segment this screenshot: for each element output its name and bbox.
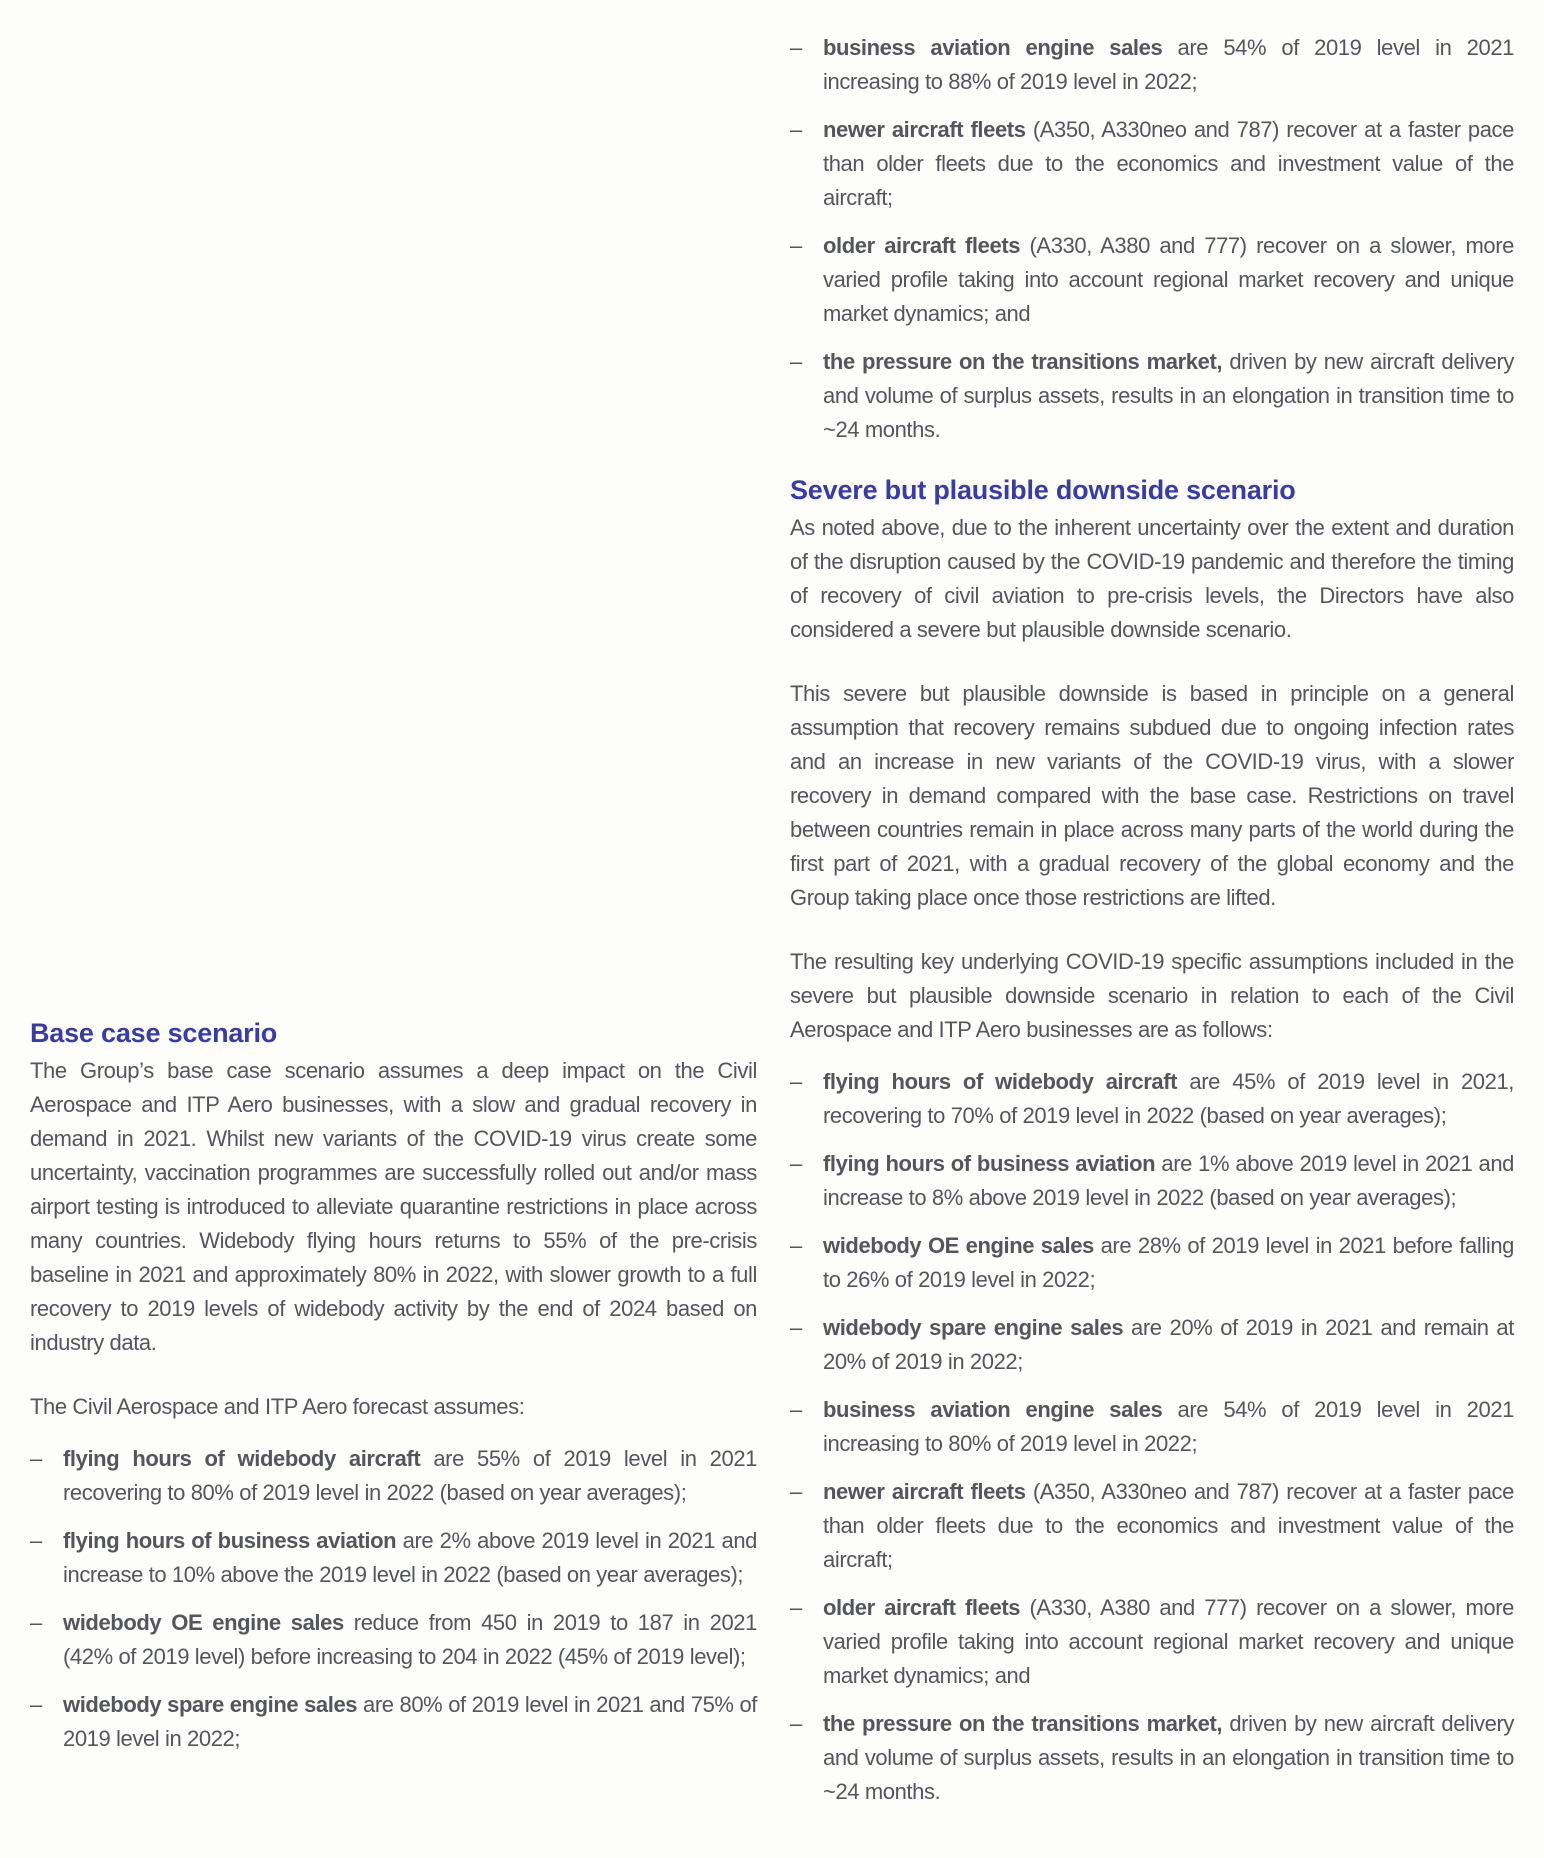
bullet-item (790, 1311, 1514, 1379)
bullet-rest: (A350, A330neo and 787) recover at a faster pace than older fleets due to the economics and investment value of the aircraft; (823, 117, 1514, 210)
bullet-text (823, 1707, 1514, 1809)
dash-bullet-icon: – (790, 1151, 802, 1176)
bullet-text (823, 229, 1514, 331)
severe-downside-bullet-list (790, 1065, 1514, 1809)
bullet-item (790, 229, 1514, 331)
bullet-rest: (A330, A380 and 777) recover on a slower, more varied profile taking into account regional market recovery and unique market dynamics; and (823, 1595, 1515, 1688)
bullet-item (790, 345, 1514, 447)
bullet-lead-bold: older aircraft fleets (823, 233, 1021, 258)
bullet-lead-bold: widebody spare engine sales (63, 1692, 358, 1717)
bullet-text (823, 1147, 1514, 1215)
bullet-rest: are 54% of 2019 level in 2021 increasing to 80% of 2019 level in 2022; (823, 1397, 1515, 1456)
dash-bullet-icon: – (790, 1595, 802, 1620)
bullet-text (823, 345, 1514, 447)
left-column (30, 0, 757, 1756)
dash-bullet-icon: – (790, 1479, 802, 1504)
severe-downside-paragraph-3: The resulting key underlying COVID-19 specific assumptions included in the severe but plausible downside scenario in relation to each of the Civil Aerospace and ITP Aero businesses are as follows: (790, 949, 1514, 1042)
bullet-rest: driven by new aircraft delivery and volume of surplus assets, results in an elongation in transition time to ~24 months. (823, 349, 1514, 442)
base-case-scenario-heading: Base case scenario (30, 1018, 278, 1048)
bullet-rest: are 45% of 2019 level in 2021, recovering to 70% of 2019 level in 2022 (based on year averages); (823, 1069, 1514, 1128)
bullet-lead-bold: flying hours of business aviation (823, 1151, 1156, 1176)
bullet-item (790, 1229, 1514, 1297)
forecast-assumes-lead: The Civil Aerospace and ITP Aero forecast assumes: (30, 1394, 525, 1419)
severe-downside-scenario-heading: Severe but plausible downside scenario (790, 475, 1296, 505)
bullet-text (823, 1311, 1514, 1379)
dash-bullet-icon: – (30, 1692, 42, 1717)
dash-bullet-icon: – (790, 117, 802, 142)
bullet-item (30, 1688, 757, 1756)
bullet-text (823, 1229, 1514, 1297)
bullet-lead-bold: flying hours of widebody aircraft (63, 1446, 421, 1471)
bullet-item (790, 31, 1514, 99)
bullet-item (790, 1393, 1514, 1461)
bullet-rest: are 80% of 2019 level in 2021 and 75% of 2019 level in 2022; (63, 1692, 757, 1751)
bullet-rest: (A350, A330neo and 787) recover at a faster pace than older fleets due to the economics and investment value of the aircraft; (823, 1479, 1514, 1572)
bullet-item (30, 1524, 757, 1592)
dash-bullet-icon: – (790, 1711, 802, 1736)
bullet-text (823, 1475, 1514, 1577)
bullet-rest: driven by new aircraft delivery and volume of surplus assets, results in an elongation in transition time to ~24 months. (823, 1711, 1514, 1804)
dash-bullet-icon: – (790, 349, 802, 374)
bullet-text (63, 1688, 757, 1756)
bullet-item (790, 1591, 1514, 1693)
bullet-lead-bold: flying hours of widebody aircraft (823, 1069, 1178, 1094)
bullet-rest: are 55% of 2019 level in 2021 recovering to 80% of 2019 level in 2022 (based on year averages); (63, 1446, 757, 1505)
bullet-text (63, 1442, 757, 1510)
base-case-carryover-bullet-list (790, 31, 1514, 447)
bullet-item (30, 1442, 757, 1510)
bullet-rest: are 2% above 2019 level in 2021 and increase to 10% above the 2019 level in 2022 (based on year averages); (63, 1528, 757, 1587)
bullet-item (790, 1147, 1514, 1215)
bullet-lead-bold: widebody OE engine sales (63, 1610, 344, 1635)
dash-bullet-icon: – (790, 35, 802, 60)
bullet-lead-bold: business aviation engine sales (823, 35, 1163, 60)
bullet-text (63, 1524, 757, 1592)
dash-bullet-icon: – (30, 1446, 42, 1471)
bullet-rest: are 54% of 2019 level in 2021 increasing to 88% of 2019 level in 2022; (823, 35, 1515, 94)
bullet-lead-bold: business aviation engine sales (823, 1397, 1163, 1422)
bullet-text (823, 113, 1514, 215)
bullet-lead-bold: the pressure on the transitions market, (823, 349, 1223, 374)
bullet-lead-bold: newer aircraft fleets (823, 1479, 1026, 1504)
bullet-text (63, 1606, 757, 1674)
bullet-text (823, 31, 1514, 99)
dash-bullet-icon: – (790, 1397, 802, 1422)
dash-bullet-icon: – (790, 1069, 802, 1094)
bullet-rest: reduce from 450 in 2019 to 187 in 2021 (42% of 2019 level) before increasing to 204 in 2022 (45% of 2019 level); (63, 1610, 757, 1669)
bullet-lead-bold: older aircraft fleets (823, 1595, 1021, 1620)
bullet-lead-bold: newer aircraft fleets (823, 117, 1026, 142)
bullet-rest: are 28% of 2019 level in 2021 before falling to 26% of 2019 level in 2022; (823, 1233, 1514, 1292)
bullet-rest: are 20% of 2019 in 2021 and remain at 20% of 2019 in 2022; (823, 1315, 1514, 1374)
bullet-text (823, 1393, 1514, 1461)
bullet-item (790, 1065, 1514, 1133)
bullet-rest: are 1% above 2019 level in 2021 and increase to 8% above 2019 level in 2022 (based on year averages); (823, 1151, 1514, 1210)
right-column (790, 0, 1514, 1809)
bullet-item (790, 1475, 1514, 1577)
bullet-lead-bold: widebody OE engine sales (823, 1233, 1094, 1258)
bullet-lead-bold: the pressure on the transitions market, (823, 1711, 1223, 1736)
bullet-text (823, 1591, 1514, 1693)
bullet-item (30, 1606, 757, 1674)
dash-bullet-icon: – (790, 1233, 802, 1258)
dash-bullet-icon: – (790, 233, 802, 258)
severe-downside-paragraph-2: This severe but plausible downside is based in principle on a general assumption that recovery remains subdued due to ongoing infection rates and an increase in new variants of the COVID-19 virus, with a slower recovery in demand compared with the base case. Restrictions on travel between countries remain in place across many parts of the world during the first part of 2021, with a gradual recovery of the global economy and the Group taking place once those restrictions are lifted. (790, 681, 1514, 910)
bullet-item (790, 113, 1514, 215)
bullet-lead-bold: widebody spare engine sales (823, 1315, 1124, 1340)
base-case-intro-paragraph: The Group’s base case scenario assumes a deep impact on the Civil Aerospace and ITP Aero businesses, with a slow and gradual recovery in demand in 2021. Whilst new variants of the COVID-19 virus create some uncertainty, vaccination programmes are successfully rolled out and/or mass airport testing is introduced to alleviate quarantine restrictions in place across many countries. Widebody flying hours returns to 55% of the pre-crisis baseline in 2021 and approximately 80% in 2022, with slower growth to a full recovery to 2019 levels of widebody activity by the end of 2024 based on industry data. (30, 1058, 757, 1355)
bullet-item (790, 1707, 1514, 1809)
dash-bullet-icon: – (30, 1610, 42, 1635)
dash-bullet-icon: – (30, 1528, 42, 1553)
dash-bullet-icon: – (790, 1315, 802, 1340)
severe-downside-paragraph-1: As noted above, due to the inherent uncertainty over the extent and duration of the disruption caused by the COVID-19 pandemic and therefore the timing of recovery of civil aviation to pre-crisis levels, the Directors have also considered a severe but plausible downside scenario. (790, 515, 1514, 642)
base-case-bullet-list (30, 1442, 757, 1756)
bullet-lead-bold: flying hours of business aviation (63, 1528, 397, 1553)
bullet-text (823, 1065, 1514, 1133)
bullet-rest: (A330, A380 and 777) recover on a slower, more varied profile taking into account regional market recovery and unique market dynamics; and (823, 233, 1515, 326)
